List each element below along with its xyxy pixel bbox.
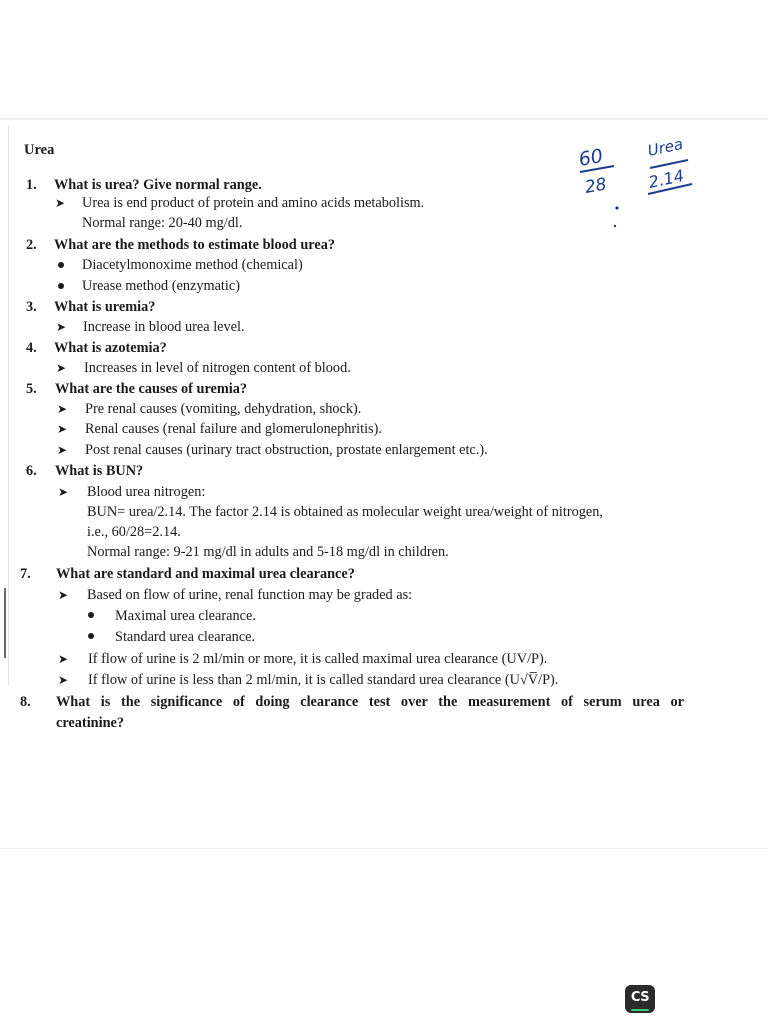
handwritten-divider bbox=[650, 160, 688, 168]
question-number: 8. bbox=[20, 694, 31, 710]
answer-line: Renal causes (renal failure and glomerulonephritis). bbox=[85, 421, 382, 437]
bullet-dot-icon bbox=[58, 262, 64, 268]
ink-dot bbox=[614, 225, 616, 227]
handwritten-fraction-top: 60 bbox=[577, 145, 605, 171]
question-text: What is urea? Give normal range. bbox=[54, 177, 262, 193]
handwritten-number: 2.14 bbox=[646, 165, 686, 192]
handwritten-notes bbox=[570, 128, 720, 238]
question-text: What is azotemia? bbox=[54, 340, 167, 356]
arrow-bullet-icon: ➤ bbox=[57, 422, 68, 436]
question-number: 1. bbox=[26, 177, 37, 193]
arrow-bullet-icon: ➤ bbox=[56, 361, 67, 375]
question-text: What is the significance of doing clearance test over the measurement of serum urea or bbox=[56, 694, 684, 710]
question-text: What are the causes of uremia? bbox=[55, 381, 248, 397]
bullet-dot-icon bbox=[88, 612, 94, 618]
question-text-continued: creatinine? bbox=[56, 715, 125, 731]
question-number: 5. bbox=[26, 381, 37, 397]
arrow-bullet-icon: ➤ bbox=[58, 673, 69, 687]
question-text: What are the methods to estimate blood urea? bbox=[54, 237, 336, 253]
question-number: 7. bbox=[20, 566, 31, 582]
question-number: 6. bbox=[26, 463, 37, 479]
answer-line: Increase in blood urea level. bbox=[83, 319, 245, 335]
answer-line: Urea is end product of protein and amino acids metabolism. bbox=[82, 195, 425, 211]
answer-line: Maximal urea clearance. bbox=[115, 608, 256, 624]
bullet-dot-icon bbox=[58, 283, 64, 289]
question-text: What is uremia? bbox=[54, 299, 156, 315]
question-text: What are standard and maximal urea clearance? bbox=[56, 566, 355, 582]
answer-line: Post renal causes (urinary tract obstruction, prostate enlargement etc.). bbox=[85, 442, 488, 458]
answer-line: Standard urea clearance. bbox=[115, 629, 256, 645]
bullet-dot-icon bbox=[88, 633, 94, 639]
arrow-bullet-icon: ➤ bbox=[57, 402, 68, 416]
handwritten-word: Urea bbox=[646, 134, 685, 160]
answer-line: Based on flow of urine, renal function may be graded as: bbox=[87, 587, 413, 603]
arrow-bullet-icon: ➤ bbox=[55, 196, 66, 210]
camscanner-logo: CS bbox=[625, 985, 655, 1013]
arrow-bullet-icon: ➤ bbox=[58, 652, 69, 666]
arrow-bullet-icon: ➤ bbox=[58, 588, 69, 602]
answer-line: i.e., 60/28=2.14. bbox=[87, 524, 181, 540]
answer-line: If flow of urine is less than 2 ml/min, it is called standard urea clearance (U√V̅/P). bbox=[88, 672, 559, 688]
answer-line: Pre renal causes (vomiting, dehydration, shock). bbox=[85, 401, 362, 417]
arrow-bullet-icon: ➤ bbox=[56, 320, 67, 334]
answer-line: If flow of urine is 2 ml/min or more, it is called maximal urea clearance (UV/P). bbox=[88, 651, 548, 667]
answer-line: Diacetylmonoxime method (chemical) bbox=[82, 257, 303, 273]
ink-dot bbox=[615, 206, 618, 209]
page-title: Urea bbox=[24, 142, 55, 158]
answer-line: Urease method (enzymatic) bbox=[82, 278, 240, 294]
handwritten-fraction-bottom: 28 bbox=[583, 174, 609, 198]
answer-line: Increases in level of nitrogen content of blood. bbox=[84, 360, 351, 376]
arrow-bullet-icon: ➤ bbox=[57, 443, 68, 457]
answer-line: Normal range: 9-21 mg/dl in adults and 5-18 mg/dl in children. bbox=[87, 544, 449, 560]
answer-line: Normal range: 20-40 mg/dl. bbox=[82, 215, 243, 231]
question-number: 2. bbox=[26, 237, 37, 253]
question-number: 4. bbox=[26, 340, 37, 356]
question-text: What is BUN? bbox=[55, 463, 144, 479]
answer-line: BUN= urea/2.14. The factor 2.14 is obtained as molecular weight urea/weight of nitrogen, bbox=[87, 504, 603, 520]
answer-line: Blood urea nitrogen: bbox=[87, 484, 206, 500]
arrow-bullet-icon: ➤ bbox=[58, 485, 69, 499]
question-number: 3. bbox=[26, 299, 37, 315]
